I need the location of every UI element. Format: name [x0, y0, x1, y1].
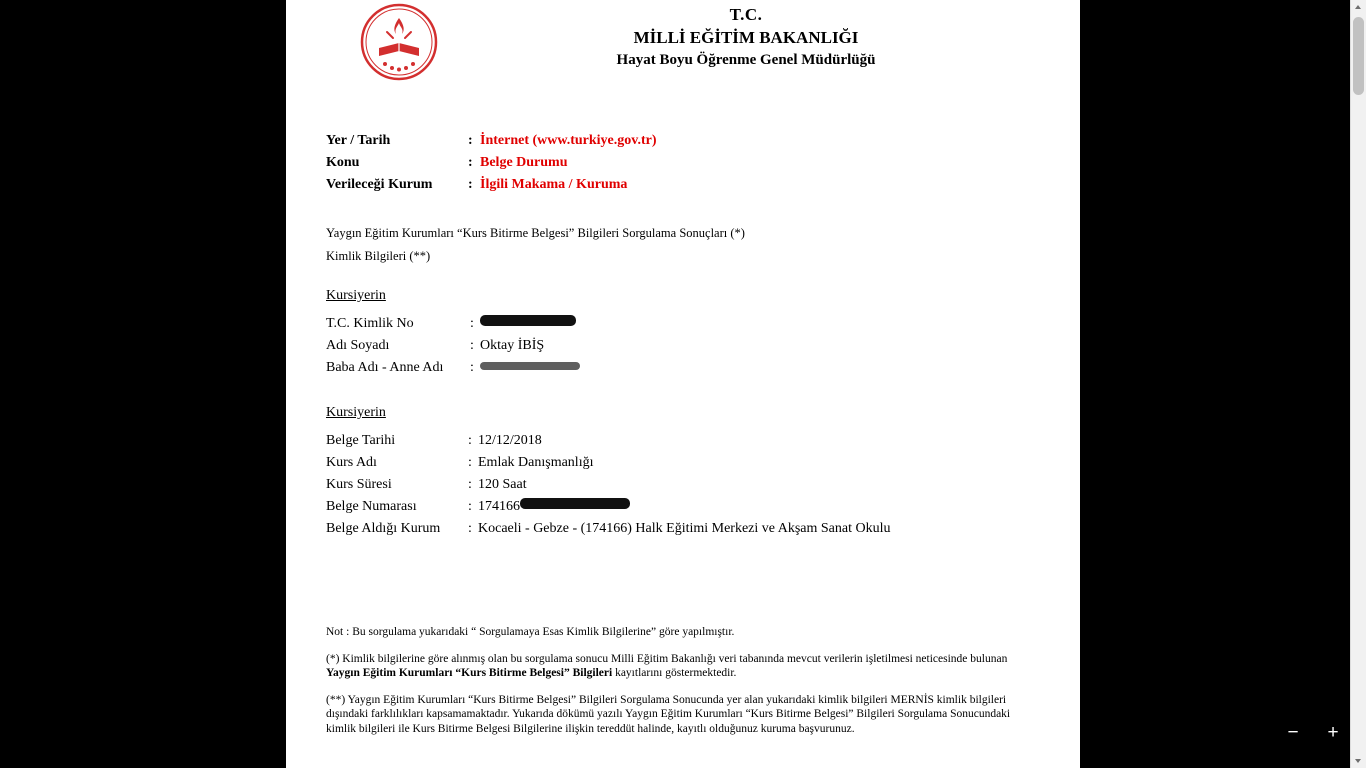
colon: :: [470, 360, 474, 375]
scrollbar-thumb[interactable]: [1353, 17, 1364, 95]
row-belge-numarasi: [326, 496, 891, 518]
row-belge-tarihi: [326, 430, 891, 452]
meta-row: [326, 130, 657, 152]
colon: :: [468, 477, 472, 492]
footnote-main: Not : Bu sorgulama yukarıdaki “ Sorgulamaya Esas Kimlik Bilgilerine” göre yapılmıştır.: [326, 626, 735, 638]
value-kurs-adi: Emlak Danışmanlığı: [478, 455, 594, 470]
document-header: [286, 0, 1080, 92]
vertical-scrollbar[interactable]: [1350, 0, 1366, 768]
footnote-star-bold: Yaygın Eğitim Kurumları “Kurs Bitirme Belgesi” Bilgileri: [326, 667, 613, 679]
intro-line-identity: Kimlik Bilgileri (**): [326, 249, 431, 263]
row-kurs-adi: [326, 452, 891, 474]
meta-value-konu: Belge Durumu: [480, 155, 568, 170]
value-belge-aldigi-kurum: Kocaeli - Gebze - (174166) Halk Eğitimi Merkezi ve Akşam Sanat Okulu: [478, 521, 891, 536]
colon: :: [470, 316, 474, 331]
redaction-mark: [480, 314, 576, 327]
meta-value-yer-tarih: İnternet (www.turkiye.gov.tr): [480, 133, 657, 148]
section-certificate-title: Kursiyerin: [326, 405, 386, 420]
label-adi-soyadi: Adı Soyadı: [326, 338, 390, 353]
section-identity-title: Kursiyerin: [326, 288, 386, 303]
section-identity: [326, 288, 580, 379]
value-kurs-suresi: 120 Saat: [478, 477, 527, 492]
value-belge-tarihi: 12/12/2018: [478, 433, 542, 448]
colon: :: [468, 433, 472, 448]
header-line-tc: T.C.: [729, 5, 763, 24]
row-kurs-suresi: [326, 474, 891, 496]
meb-crest-icon: [353, 2, 445, 82]
colon: :: [470, 338, 474, 353]
label-kurs-adi: Kurs Adı: [326, 455, 377, 470]
row-baba-anne-adi: [326, 357, 580, 379]
footnote-single-star: [326, 652, 1016, 681]
label-belge-numarasi: Belge Numarası: [326, 499, 417, 514]
footnote-star-part2: kayıtlarını göstermektedir.: [612, 667, 737, 679]
chevron-up-icon[interactable]: [1351, 0, 1366, 15]
meta-colon: :: [468, 133, 473, 148]
intro-line-query-results: Yaygın Eğitim Kurumları “Kurs Bitirme Belgesi” Bilgileri Sorgulama Sonuçları (*): [326, 226, 745, 240]
meta-label-yer-tarih: Yer / Tarih: [326, 133, 391, 148]
value-belge-numarasi: [478, 496, 630, 518]
colon: :: [468, 521, 472, 536]
zoom-out-button[interactable]: −: [1287, 722, 1299, 743]
value-tc-kimlik-no: [480, 313, 576, 335]
document-page: [286, 0, 1080, 768]
meta-row: [326, 152, 657, 174]
belge-numarasi-text: 174166: [478, 499, 520, 514]
meta-label-kurum: Verileceği Kurum: [326, 177, 433, 192]
section-certificate: [326, 405, 891, 540]
meta-row: [326, 174, 657, 196]
label-belge-aldigi-kurum: Belge Aldığı Kurum: [326, 521, 441, 536]
label-tc-kimlik-no: T.C. Kimlik No: [326, 316, 414, 331]
row-adi-soyadi: [326, 335, 580, 357]
document-intro: [326, 222, 745, 268]
value-baba-anne-adi: [480, 357, 580, 379]
colon: :: [468, 455, 472, 470]
document-meta: [326, 130, 657, 196]
footnote-star-part1: (*) Kimlik bilgilerine göre alınmış olan bu sorgulama sonucu Milli Eğitim Bakanlığı veri tabanında mevcut verilerin işletilmesi neticesinde bulunan: [326, 652, 1008, 665]
redaction-mark: [520, 497, 630, 510]
zoom-in-button[interactable]: +: [1327, 722, 1339, 743]
document-footnotes: [326, 625, 1016, 748]
colon: :: [468, 499, 472, 514]
meta-value-kurum: İlgili Makama / Kuruma: [480, 177, 628, 192]
redaction-mark: [480, 361, 580, 371]
label-kurs-suresi: Kurs Süresi: [326, 477, 392, 492]
label-baba-anne-adi: Baba Adı - Anne Adı: [326, 360, 444, 375]
meta-colon: :: [468, 155, 473, 170]
row-tc-kimlik-no: [326, 313, 580, 335]
meta-label-konu: Konu: [326, 155, 360, 170]
header-line-directorate: Hayat Boyu Öğrenme Genel Müdürlüğü: [616, 52, 876, 68]
chevron-down-icon[interactable]: [1351, 753, 1366, 768]
zoom-controls: [1284, 724, 1342, 742]
header-line-ministry: MİLLİ EĞİTİM BAKANLIĞI: [633, 28, 859, 47]
meta-colon: :: [468, 177, 473, 192]
value-adi-soyadi: Oktay İBİŞ: [480, 338, 545, 353]
footnote-double-star: (**) Yaygın Eğitim Kurumları “Kurs Bitirme Belgesi” Bilgileri Sorgulama Sonucunda yer alan yukarıdaki kimlik bilgileri MERNİS kimlik bilgileri dışındaki farklılıkları kapsamamaktadır. Yukarıda dökümü yazılı Yaygın Eğitim Kurumları “Kurs Bitirme Belgesi” Bilgileri Sorgulama Sonucundaki kimlik bilgileri ile Kurs Bitirme Belgesi Bilgilerine ilişkin tereddüt halinde, kayıtlı olduğunuz kuruma başvurunuz.: [326, 693, 1011, 735]
row-belge-aldigi-kurum: [326, 518, 891, 540]
label-belge-tarihi: Belge Tarihi: [326, 433, 396, 448]
